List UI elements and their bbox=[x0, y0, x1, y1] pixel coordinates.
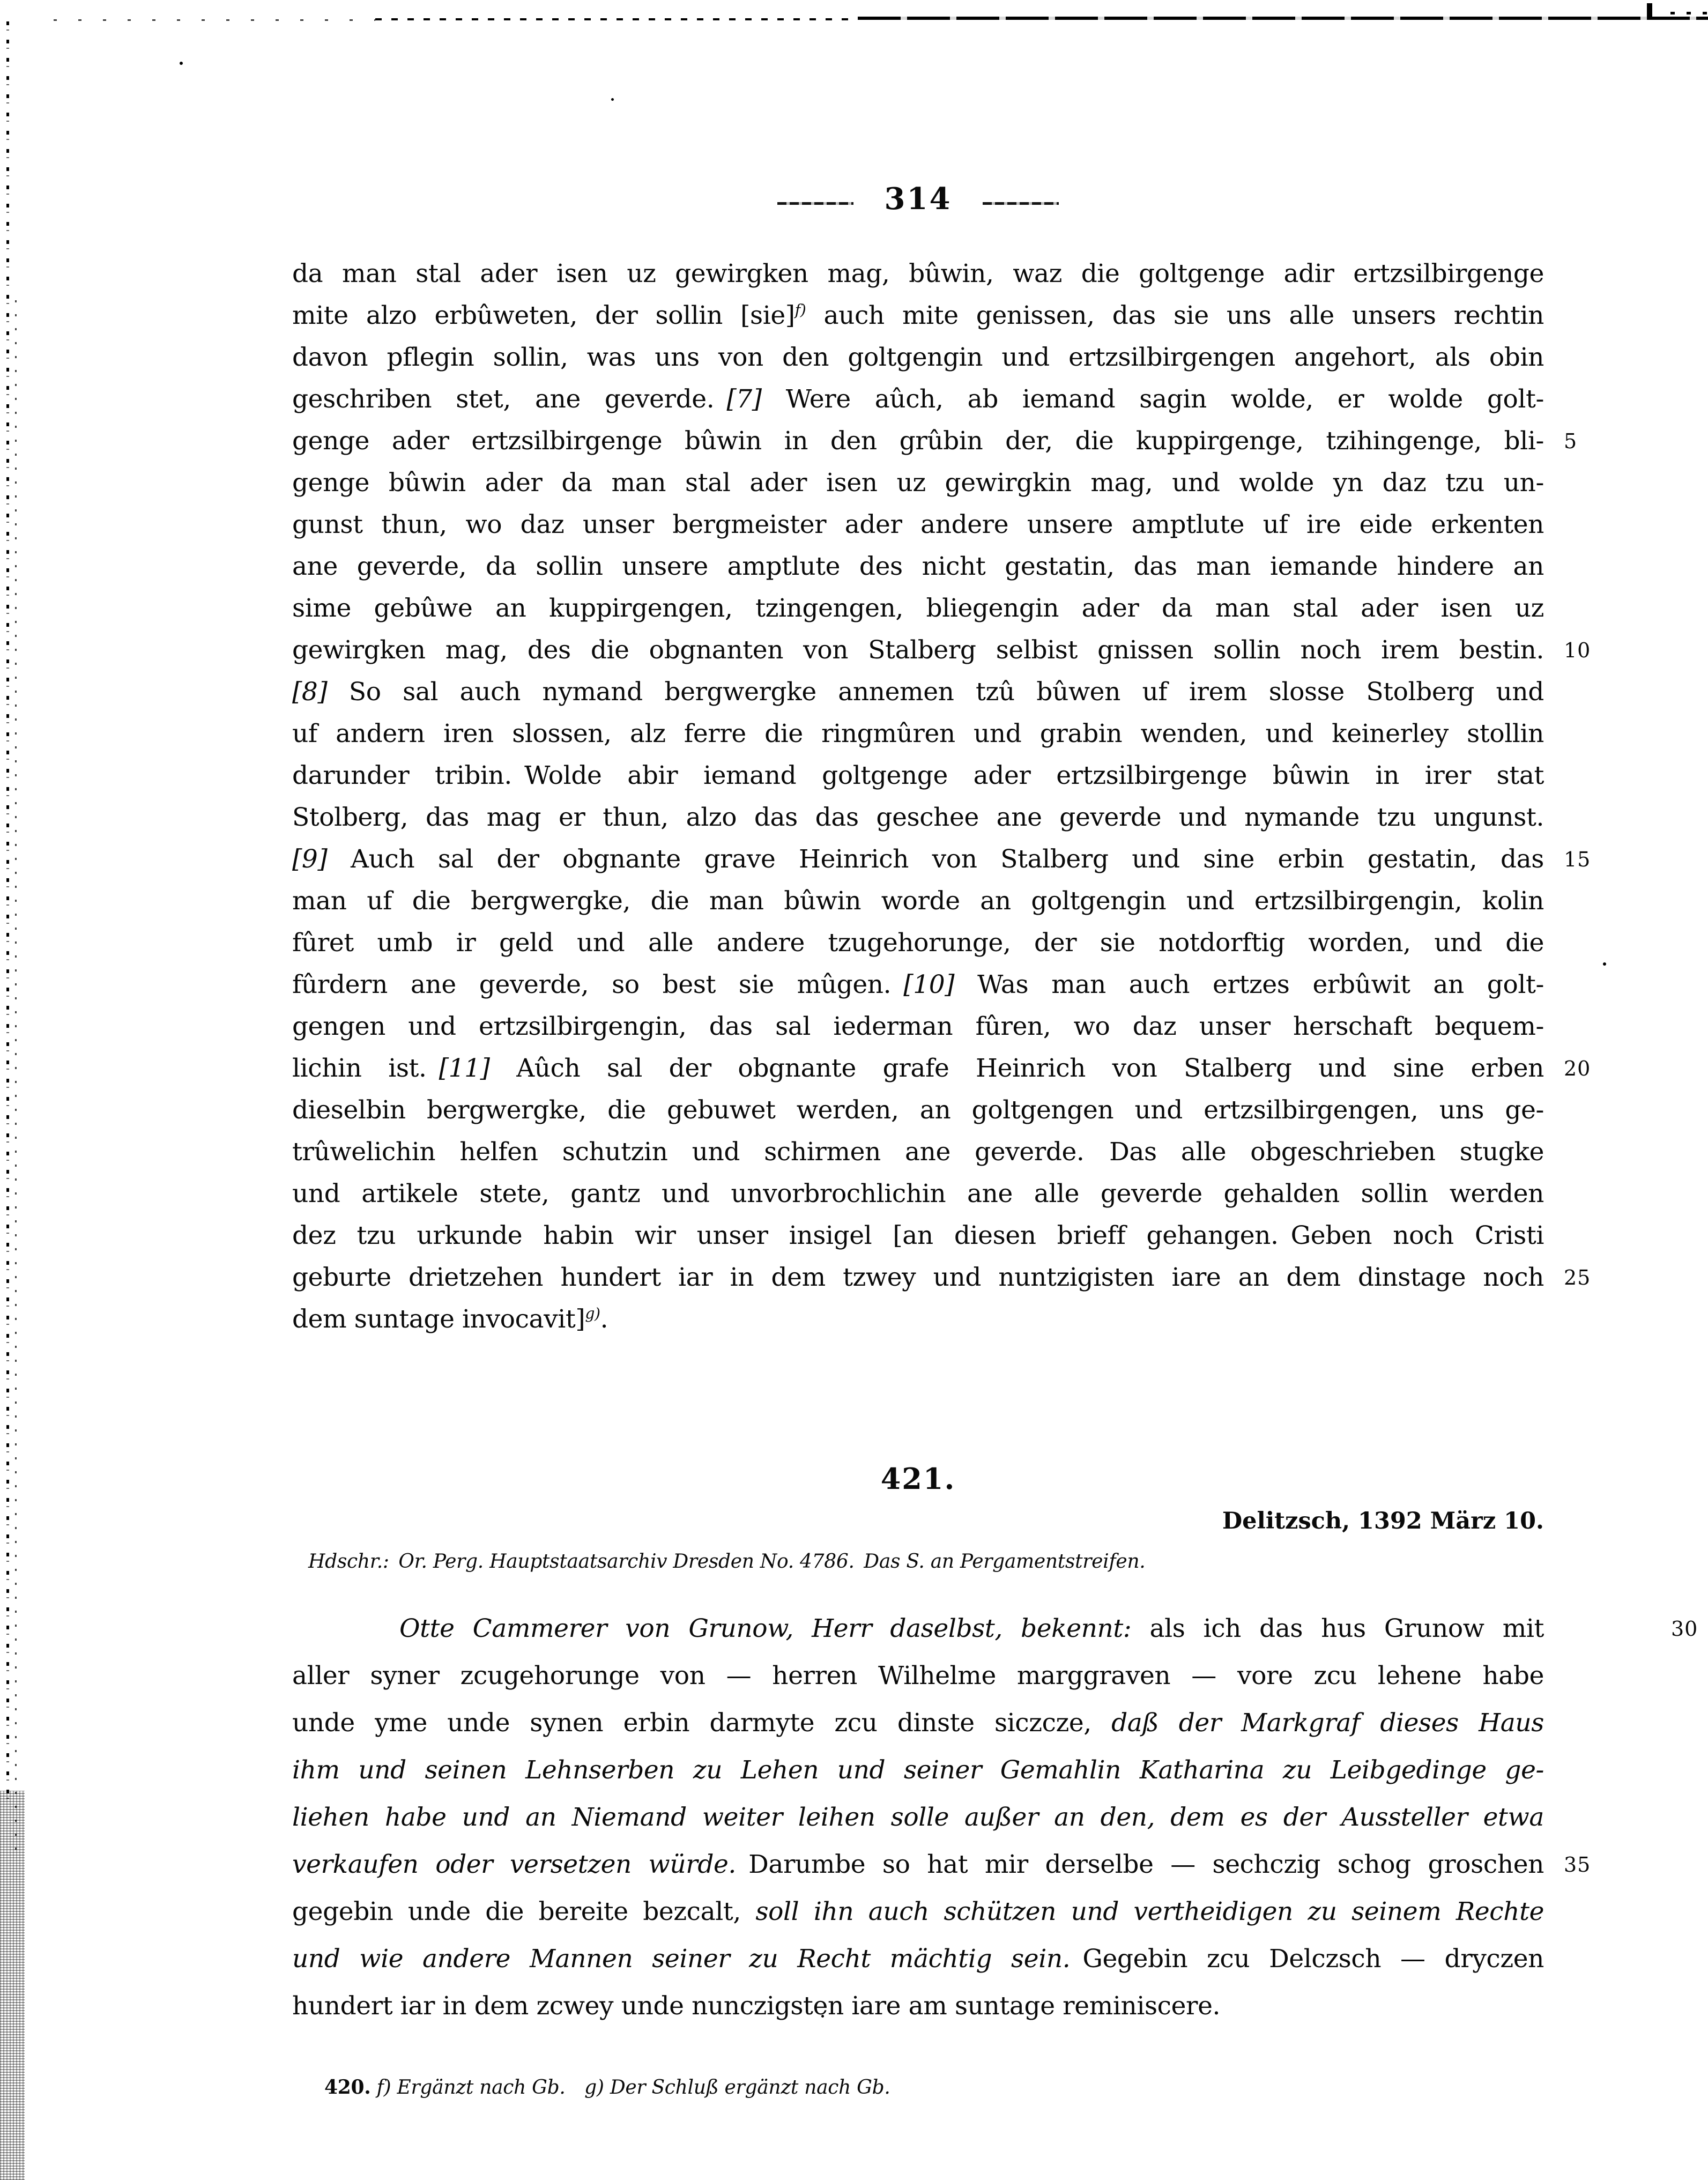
text-segment: Otte Cammerer von Grunow, Herr daselbst, bekennt: bbox=[399, 1614, 1132, 1643]
scan-artifact-binding-edge bbox=[0, 1791, 25, 2180]
margin-line-number: 10 bbox=[1564, 639, 1591, 662]
text-line bbox=[292, 922, 1544, 964]
text-segment: gengen und ertzsilbirgengin, das sal iederman fûren, wo daz unser herschaft bequem- bbox=[292, 1012, 1544, 1041]
margin-line-number: 15 bbox=[1564, 848, 1591, 871]
text-line bbox=[292, 1173, 1544, 1215]
text-segment: [8] bbox=[292, 677, 328, 707]
margin-line-number: 20 bbox=[1564, 1057, 1591, 1080]
text-line bbox=[292, 797, 1544, 839]
margin-line-number: 25 bbox=[1564, 1266, 1591, 1289]
text-segment: uf andern iren slossen, alz ferre die ringmûren und grabin wenden, und keinerley stollin bbox=[292, 719, 1544, 748]
text-segment: und wie andere Mannen seiner zu Recht mächtig sein. bbox=[292, 1944, 1083, 1974]
text-segment: soll ihn auch schützen und vertheidigen zu seinem Rechte bbox=[755, 1897, 1544, 1926]
document-420-text bbox=[292, 253, 1591, 1340]
text-line bbox=[292, 1983, 1544, 2030]
text-line bbox=[292, 546, 1544, 588]
text-line bbox=[292, 1700, 1544, 1747]
text-segment: lichin ist. bbox=[292, 1054, 439, 1083]
text-line bbox=[292, 588, 1544, 629]
text-segment: Darumbe so hat mir derselbe — sechczig schog groschen bbox=[748, 1850, 1544, 1879]
text-line bbox=[292, 1841, 1591, 1888]
document-421-text bbox=[292, 1605, 1698, 2030]
text-segment: Were aûch, ab iemand sagin wolde, er wolde golt- bbox=[761, 384, 1544, 414]
text-line bbox=[292, 1048, 1591, 1089]
text-line bbox=[292, 1006, 1544, 1048]
page-number-rule-right bbox=[983, 202, 1059, 205]
text-line bbox=[292, 1888, 1544, 1936]
text-line bbox=[292, 755, 1544, 797]
scan-artifact-corner-tick bbox=[1647, 3, 1652, 19]
text-segment: g) bbox=[585, 1304, 600, 1323]
text-segment: gunst thun, wo daz unser bergmeister ader andere unsere amptlute uf ire eide erkenten bbox=[292, 510, 1544, 539]
text-segment: auch mite genissen, das sie uns alle unsers rechtin bbox=[806, 301, 1544, 330]
text-segment: [7] bbox=[726, 384, 762, 414]
text-line bbox=[292, 1257, 1591, 1299]
charter-421-source-note: Hdschr.: Or. Perg. Hauptstaatsarchiv Dresden No. 4786. Das S. an Pergamentstreifen. bbox=[308, 1551, 1146, 1573]
text-segment: da man stal ader isen uz gewirgken mag, bûwin, waz die goltgenge adir ertzsilbirgenge bbox=[292, 259, 1544, 288]
text-line bbox=[292, 1936, 1544, 1983]
text-segment: genge ader ertzsilbirgenge bûwin in den grûbin der, die kuppirgenge, tzihingenge, bli- bbox=[292, 426, 1544, 456]
text-line bbox=[292, 629, 1591, 671]
scan-speck bbox=[611, 98, 614, 101]
text-line bbox=[292, 462, 1544, 504]
text-line bbox=[292, 1299, 1544, 1340]
text-line bbox=[292, 1747, 1544, 1794]
text-line bbox=[292, 253, 1544, 295]
text-segment: Was man auch ertzes erbûwit an golt- bbox=[954, 970, 1544, 999]
text-segment: . bbox=[600, 1304, 608, 1334]
text-segment: So sal auch nymand bergwergke annemen tzû bûwen uf irem slosse Stolberg und bbox=[327, 677, 1544, 707]
text-segment: 420. bbox=[324, 2076, 371, 2099]
scan-artifact-binding-edge bbox=[15, 300, 17, 1855]
scan-speck bbox=[180, 62, 183, 65]
text-segment: sime gebûwe an kuppirgengen, tzingengen, bliegengin ader da man stal ader isen uz bbox=[292, 594, 1544, 623]
text-segment: dieselbin bergwergke, die gebuwet werden, an goltgengen und ertzsilbirgengen, uns ge- bbox=[292, 1095, 1544, 1125]
text-segment: Gegebin zcu Delczsch — dryczen bbox=[1082, 1944, 1544, 1974]
text-segment: fûret umb ir geld und alle andere tzugehorunge, der sie notdorftig worden, und die bbox=[292, 928, 1544, 958]
text-line bbox=[292, 1089, 1544, 1131]
text-segment: darunder tribin. Wolde abir iemand goltgenge ader ertzsilbirgenge bûwin in irer stat bbox=[292, 761, 1544, 790]
text-segment: trûwelichin helfen schutzin und schirmen ane geverde. Das alle obgeschrieben stugke bbox=[292, 1137, 1544, 1167]
margin-line-number: 35 bbox=[1564, 1853, 1591, 1877]
text-segment: dem suntage invocavit] bbox=[292, 1304, 585, 1334]
text-line bbox=[292, 337, 1544, 379]
scan-artifact-binding-edge bbox=[6, 21, 9, 1801]
footnote bbox=[324, 2076, 1544, 2099]
text-segment: man uf die bergwergke, die man bûwin worde an goltgengin und ertzsilbirgengin, kolin bbox=[292, 886, 1544, 916]
text-segment: [9] bbox=[292, 844, 328, 874]
text-segment: Aûch sal der obgnante grafe Heinrich von Stalberg und sine erben bbox=[489, 1054, 1544, 1083]
text-segment: Stolberg, das mag er thun, alzo das das geschee ane geverde und nymande tzu ungunst. bbox=[292, 803, 1544, 832]
text-segment: gegebin unde die bereite bezcalt, bbox=[292, 1897, 756, 1926]
text-segment: ane geverde, da sollin unsere amptlute des nicht gestatin, das man iemande hindere an bbox=[292, 552, 1544, 581]
scan-artifact-corner-dashes bbox=[1670, 12, 1708, 14]
scan-artifact-top-rule bbox=[54, 19, 375, 21]
charter-421-dateline: Delitzsch, 1392 März 10. bbox=[1222, 1508, 1544, 1534]
margin-line-number: 30 bbox=[1671, 1617, 1698, 1641]
text-segment: Auch sal der obgnante grave Heinrich von Stalberg und sine erbin gestatin, das bbox=[327, 844, 1544, 874]
scan-artifact-top-rule bbox=[858, 17, 1708, 20]
text-segment: geburte drietzehen hundert iar in dem tzwey und nuntzigisten iare an dem dinstage noch bbox=[292, 1263, 1544, 1292]
page-number: 314 bbox=[884, 181, 952, 217]
margin-line-number: 5 bbox=[1564, 429, 1578, 453]
text-line bbox=[292, 295, 1544, 337]
text-line bbox=[292, 1131, 1544, 1173]
text-segment: verkaufen oder versetzen würde. bbox=[292, 1850, 749, 1879]
page-header bbox=[292, 181, 1544, 217]
text-segment: geschriben stet, ane geverde. bbox=[292, 384, 727, 414]
text-segment: genge bûwin ader da man stal ader isen uz gewirgkin mag, und wolde yn daz tzu un- bbox=[292, 468, 1544, 498]
text-segment: [11] bbox=[439, 1054, 490, 1083]
text-segment: unde yme unde synen erbin darmyte zcu dinste siczcze, bbox=[292, 1708, 1112, 1738]
text-segment: gewirgken mag, des die obgnanten von Stalberg selbist gnissen sollin noch irem bestin. bbox=[292, 635, 1544, 665]
text-segment: aller syner zcugehorunge von — herren Wilhelme marggraven — vore zcu lehene habe bbox=[292, 1661, 1544, 1690]
charter-421-number: 421. bbox=[880, 1462, 956, 1496]
text-line bbox=[292, 713, 1544, 755]
text-segment: liehen habe und an Niemand weiter leihen solle außer an den, dem es der Aussteller etwa bbox=[292, 1803, 1544, 1832]
text-segment: hundert iar in dem zcwey unde nunczigsten iare am suntage reminiscere. bbox=[292, 1991, 1221, 2021]
text-line bbox=[292, 1605, 1698, 1652]
text-line bbox=[292, 671, 1544, 713]
text-segment: ihm und seinen Lehnserben zu Lehen und seiner Gemahlin Katharina zu Leibgedinge ge- bbox=[292, 1755, 1544, 1785]
text-segment: [10] bbox=[903, 970, 955, 999]
text-segment: f) bbox=[794, 301, 806, 319]
text-line bbox=[292, 1794, 1544, 1841]
text-segment: dez tzu urkunde habin wir unser insigel [an diesen brieff gehangen. Geben noch Cristi bbox=[292, 1221, 1544, 1250]
text-segment: f) Ergänzt nach Gb. g) Der Schluß ergänzt nach Gb. bbox=[370, 2077, 890, 2099]
text-line bbox=[292, 839, 1591, 880]
text-segment: davon pflegin sollin, was uns von den goltgengin und ertzsilbirgengen angehort, als obin bbox=[292, 343, 1544, 372]
text-line bbox=[292, 379, 1544, 420]
text-line bbox=[292, 1652, 1544, 1700]
text-segment: fûrdern ane geverde, so best sie mûgen. bbox=[292, 970, 904, 999]
scan-speck bbox=[1603, 962, 1606, 966]
text-line bbox=[292, 420, 1578, 462]
text-segment: und artikele stete, gantz und unvorbrochlichin ane alle geverde gehalden sollin werden bbox=[292, 1179, 1544, 1208]
text-line bbox=[292, 1215, 1544, 1257]
page-number-rule-left bbox=[777, 202, 853, 205]
text-line bbox=[292, 880, 1544, 922]
text-line bbox=[292, 504, 1544, 546]
text-line bbox=[292, 964, 1544, 1006]
text-segment: als ich das hus Grunow mit bbox=[1131, 1614, 1544, 1643]
text-segment: mite alzo erbûweten, der sollin [sie] bbox=[292, 301, 795, 330]
scan-artifact-top-rule bbox=[375, 18, 858, 20]
text-segment: daß der Markgraf dieses Haus bbox=[1111, 1708, 1544, 1738]
